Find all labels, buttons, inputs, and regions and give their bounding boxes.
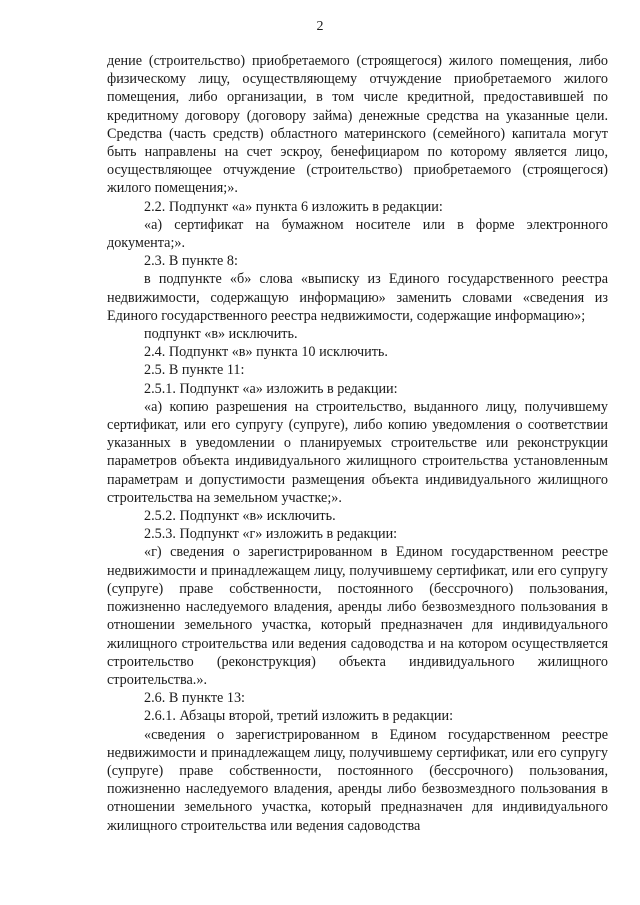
paragraph: «а) копию разрешения на строительство, выданного лицу, получившему сертификат, или его супругу (супруге), либо копию уведомления о соответствии указанных в уведомлении о планируемых строительстве или реконструкции параметров объекта индивидуального жилищного строительства установленным параметрам и допустимости размещения объекта индивидуального жилищного строительства на земельном участке;». [107,398,608,506]
paragraph: 2.5.2. Подпункт «в» исключить. [144,508,336,525]
paragraph: в подпункте «б» слова «выписку из Единого государственного реестра недвижимости, содержащую информацию» заменить словами «сведения из Единого государственного реестра недвижимости, содержащие информацию»; [107,271,608,324]
paragraph: дение (строительство) приобретаемого (строящегося) жилого помещения, либо физическому лицу, осуществляющему отчуждение приобретаемого жилого помещения, либо организации, в том числе кредитной, предоставившей по кредитному договору (договору займа) денежные средства на указанные цели. Средства (часть средств) областного материнского (семейного) капитала могут быть направлены на счет эскроу, бенефициаром по которому является лицо, осуществляющее отчуждение (строительство) приобретаемого (строящегося) жилого помещения;». [107,53,608,197]
paragraph: подпункт «в» исключить. [144,326,298,343]
page-number: 2 [316,19,324,34]
paragraph: «сведения о зарегистрированном в Едином государственном реестре недвижимости и принадлежащем лицу, получившему сертификат, или его супругу (супруге) праве собственности, постоянного (бессрочного) пользования, пожизненно наследуемого владения, аренды либо безвозмездного пользования в отношении земельного участка, который предназначен для индивидуального жилищного строительства или ведения садоводства [107,726,608,834]
document-body [107,52,608,835]
paragraph: 2.3. В пункте 8: [144,253,238,270]
paragraph: 2.5.1. Подпункт «а» изложить в редакции: [144,380,398,397]
paragraph: 2.5. В пункте 11: [144,362,245,379]
paragraph: «г) сведения о зарегистрированном в Едином государственном реестре недвижимости и принадлежащем лицу, получившему сертификат, или его супругу (супруге) праве собственности, постоянного (бессрочного) пользования, пожизненно наследуемого владения, аренды либо безвозмездного пользования в отношении земельного участка, который предназначен для индивидуального жилищного строительства или ведения садоводства и на котором осуществляется строительство (реконструкция) объекта индивидуального жилищного строительства.». [107,544,608,688]
paragraph: 2.2. Подпункт «а» пункта 6 изложить в редакции: [144,198,443,215]
paragraph: 2.6.1. Абзацы второй, третий изложить в редакции: [144,708,454,725]
paragraph: «а) сертификат на бумажном носителе или в форме электронного документа;». [107,216,608,252]
paragraph: 2.4. Подпункт «в» пункта 10 исключить. [144,344,388,361]
paragraph: 2.6. В пункте 13: [144,690,245,707]
paragraph: 2.5.3. Подпункт «г» изложить в редакции: [144,526,398,543]
